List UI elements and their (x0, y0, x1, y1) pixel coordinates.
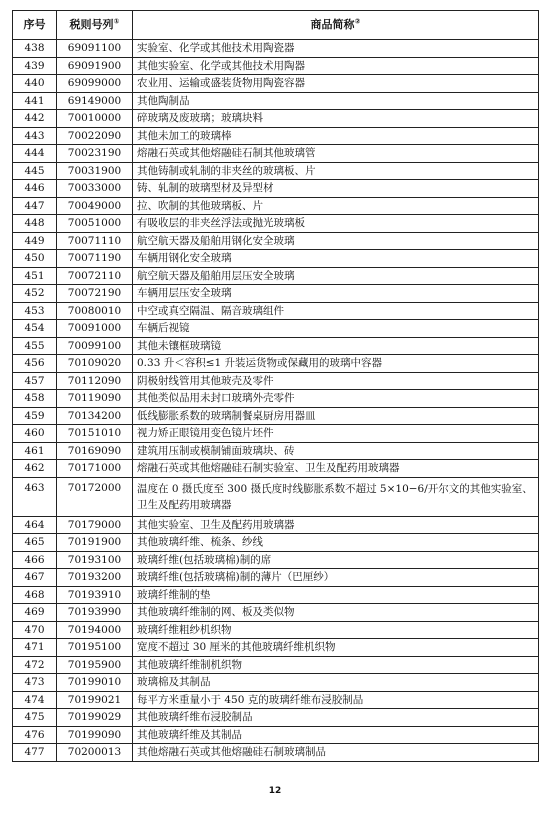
table-row (13, 621, 539, 639)
row-name: 0.33 升＜容积≤1 升装运货物或保藏用的玻璃中容器 (133, 355, 539, 373)
row-index: 452 (13, 285, 57, 303)
table-row (13, 709, 539, 727)
table-row (13, 302, 539, 320)
row-name: 玻璃纤维制的垫 (133, 586, 539, 604)
row-index: 476 (13, 726, 57, 744)
table-row (13, 691, 539, 709)
table-row (13, 534, 539, 552)
table-row (13, 145, 539, 163)
row-index: 453 (13, 302, 57, 320)
row-index: 467 (13, 569, 57, 587)
row-code: 70010000 (57, 110, 133, 128)
row-name: 阴极射线管用其他玻壳及零件 (133, 372, 539, 390)
row-name: 玻璃纤维(包括玻璃棉)制的薄片（巴厘纱） (133, 569, 539, 587)
row-name: 车辆用钢化安全玻璃 (133, 250, 539, 268)
row-name: 其他铸制或轧制的非夹丝的玻璃板、片 (133, 162, 539, 180)
row-name: 中空或真空隔温、隔音玻璃组件 (133, 302, 539, 320)
row-index: 456 (13, 355, 57, 373)
row-name: 熔融石英或其他熔融硅石制其他玻璃管 (133, 145, 539, 163)
row-name: 宽度不超过 30 厘米的其他玻璃纤维机织物 (133, 639, 539, 657)
table-header (13, 11, 539, 40)
header-code: 税则号列① (57, 11, 133, 40)
page-number: 12 (268, 786, 282, 796)
row-index: 477 (13, 744, 57, 762)
row-index: 475 (13, 709, 57, 727)
row-code: 69091100 (57, 40, 133, 58)
row-code: 70051000 (57, 215, 133, 233)
table-row (13, 57, 539, 75)
table-row (13, 267, 539, 285)
table-body (13, 40, 539, 762)
row-index: 454 (13, 320, 57, 338)
row-name: 其他未加工的玻璃棒 (133, 127, 539, 145)
row-code: 70171000 (57, 460, 133, 478)
row-index: 444 (13, 145, 57, 163)
row-code: 70151010 (57, 425, 133, 443)
row-index: 473 (13, 674, 57, 692)
row-code: 70200013 (57, 744, 133, 762)
row-index: 441 (13, 92, 57, 110)
row-name: 视力矫正眼镜用变色镜片坯件 (133, 425, 539, 443)
row-name: 熔融石英或其他熔融硅石制实验室、卫生及配药用玻璃器 (133, 460, 539, 478)
table-row (13, 110, 539, 128)
row-code: 70193200 (57, 569, 133, 587)
row-name: 其他陶制品 (133, 92, 539, 110)
table-row (13, 250, 539, 268)
row-code: 70199021 (57, 691, 133, 709)
row-code: 70022090 (57, 127, 133, 145)
row-index: 455 (13, 337, 57, 355)
table-row (13, 407, 539, 425)
row-code: 70194000 (57, 621, 133, 639)
table-row (13, 40, 539, 58)
row-name: 其他玻璃纤维布浸胶制品 (133, 709, 539, 727)
row-code: 69091900 (57, 57, 133, 75)
row-code: 70112090 (57, 372, 133, 390)
table-row (13, 516, 539, 534)
row-code: 70195100 (57, 639, 133, 657)
row-name: 其他玻璃纤维制机织物 (133, 656, 539, 674)
table-row (13, 127, 539, 145)
row-code: 70199090 (57, 726, 133, 744)
row-index: 443 (13, 127, 57, 145)
table-row (13, 162, 539, 180)
row-name: 玻璃棉及其制品 (133, 674, 539, 692)
table-row (13, 320, 539, 338)
row-index: 465 (13, 534, 57, 552)
row-index: 446 (13, 180, 57, 198)
row-code: 69099000 (57, 75, 133, 93)
row-code: 70091000 (57, 320, 133, 338)
row-name: 低线膨胀系数的玻璃制餐桌厨房用器皿 (133, 407, 539, 425)
row-index: 449 (13, 232, 57, 250)
row-name: 航空航天器及船舶用层压安全玻璃 (133, 267, 539, 285)
row-name: 铸、轧制的玻璃型材及异型材 (133, 180, 539, 198)
row-code: 70072190 (57, 285, 133, 303)
row-code: 70119090 (57, 390, 133, 408)
row-index: 468 (13, 586, 57, 604)
row-index: 469 (13, 604, 57, 622)
row-name: 温度在 0 摄氏度至 300 摄氏度时线膨胀系数不超过 5×10−6/开尔文的其他实验室、卫生及配药用玻璃器 (133, 477, 539, 516)
row-index: 457 (13, 372, 57, 390)
row-name: 其他玻璃纤维及其制品 (133, 726, 539, 744)
table-row (13, 656, 539, 674)
table-row (13, 197, 539, 215)
table-row (13, 674, 539, 692)
row-code: 70023190 (57, 145, 133, 163)
row-index: 470 (13, 621, 57, 639)
row-code: 70033000 (57, 180, 133, 198)
row-code: 70193910 (57, 586, 133, 604)
row-name: 实验室、化学或其他技术用陶瓷器 (133, 40, 539, 58)
table-row (13, 75, 539, 93)
row-name: 每平方米重量小于 450 克的玻璃纤维布浸胶制品 (133, 691, 539, 709)
row-code: 70099100 (57, 337, 133, 355)
row-index: 451 (13, 267, 57, 285)
row-name: 玻璃纤维(包括玻璃棉)制的席 (133, 551, 539, 569)
table-row (13, 355, 539, 373)
row-index: 464 (13, 516, 57, 534)
row-code: 70169090 (57, 442, 133, 460)
header-index: 序号 (13, 11, 57, 40)
row-name: 农业用、运输或盛装货物用陶瓷容器 (133, 75, 539, 93)
row-index: 463 (13, 477, 57, 516)
row-name: 车辆后视镜 (133, 320, 539, 338)
row-name: 其他玻璃纤维制的网、板及类似物 (133, 604, 539, 622)
row-code: 70179000 (57, 516, 133, 534)
row-index: 462 (13, 460, 57, 478)
table-row (13, 726, 539, 744)
row-code: 70191900 (57, 534, 133, 552)
tariff-table (12, 10, 539, 762)
row-code: 70199010 (57, 674, 133, 692)
row-name: 其他实验室、卫生及配药用玻璃器 (133, 516, 539, 534)
row-name: 其他熔融石英或其他熔融硅石制玻璃制品 (133, 744, 539, 762)
row-name: 其他玻璃纤维、梳条、纱线 (133, 534, 539, 552)
table-row (13, 372, 539, 390)
row-code: 70195900 (57, 656, 133, 674)
row-index: 474 (13, 691, 57, 709)
row-index: 466 (13, 551, 57, 569)
row-name: 其他实验室、化学或其他技术用陶器 (133, 57, 539, 75)
row-index: 458 (13, 390, 57, 408)
row-index: 471 (13, 639, 57, 657)
table-row (13, 477, 539, 516)
table-row (13, 639, 539, 657)
row-index: 460 (13, 425, 57, 443)
row-code: 70049000 (57, 197, 133, 215)
row-code: 69149000 (57, 92, 133, 110)
table-row (13, 337, 539, 355)
table-row (13, 425, 539, 443)
row-name: 其他未镶框玻璃镜 (133, 337, 539, 355)
row-code: 70109020 (57, 355, 133, 373)
table-row (13, 569, 539, 587)
row-index: 459 (13, 407, 57, 425)
row-name: 拉、吹制的其他玻璃板、片 (133, 197, 539, 215)
row-index: 447 (13, 197, 57, 215)
name-footnote-mark: ② (354, 17, 361, 26)
row-index: 472 (13, 656, 57, 674)
row-name: 其他类似品用未封口玻璃外壳零件 (133, 390, 539, 408)
header-name: 商品简称② (133, 11, 539, 40)
row-code: 70172000 (57, 477, 133, 516)
table-row (13, 232, 539, 250)
row-index: 438 (13, 40, 57, 58)
table-row (13, 551, 539, 569)
row-name: 有吸收层的非夹丝浮法或抛光玻璃板 (133, 215, 539, 233)
table-row (13, 285, 539, 303)
table-row (13, 442, 539, 460)
row-name: 玻璃纤维粗纱机织物 (133, 621, 539, 639)
row-code: 70031900 (57, 162, 133, 180)
row-code: 70071190 (57, 250, 133, 268)
table-row (13, 215, 539, 233)
row-code: 70193990 (57, 604, 133, 622)
row-name: 车辆用层压安全玻璃 (133, 285, 539, 303)
row-code: 70071110 (57, 232, 133, 250)
table-row (13, 390, 539, 408)
row-index: 442 (13, 110, 57, 128)
row-code: 70072110 (57, 267, 133, 285)
table-row (13, 92, 539, 110)
table-row (13, 180, 539, 198)
row-name: 建筑用压制或模制铺面玻璃块、砖 (133, 442, 539, 460)
row-index: 439 (13, 57, 57, 75)
header-row (13, 11, 539, 40)
code-footnote-mark: ① (113, 17, 120, 26)
row-code: 70199029 (57, 709, 133, 727)
table-row (13, 460, 539, 478)
row-index: 448 (13, 215, 57, 233)
row-name: 碎玻璃及废玻璃；玻璃块料 (133, 110, 539, 128)
row-index: 461 (13, 442, 57, 460)
row-code: 70193100 (57, 551, 133, 569)
row-index: 445 (13, 162, 57, 180)
table-row (13, 586, 539, 604)
row-index: 450 (13, 250, 57, 268)
table-row (13, 604, 539, 622)
row-code: 70134200 (57, 407, 133, 425)
table-row (13, 744, 539, 762)
row-code: 70080010 (57, 302, 133, 320)
row-index: 440 (13, 75, 57, 93)
row-name: 航空航天器及船舶用钢化安全玻璃 (133, 232, 539, 250)
